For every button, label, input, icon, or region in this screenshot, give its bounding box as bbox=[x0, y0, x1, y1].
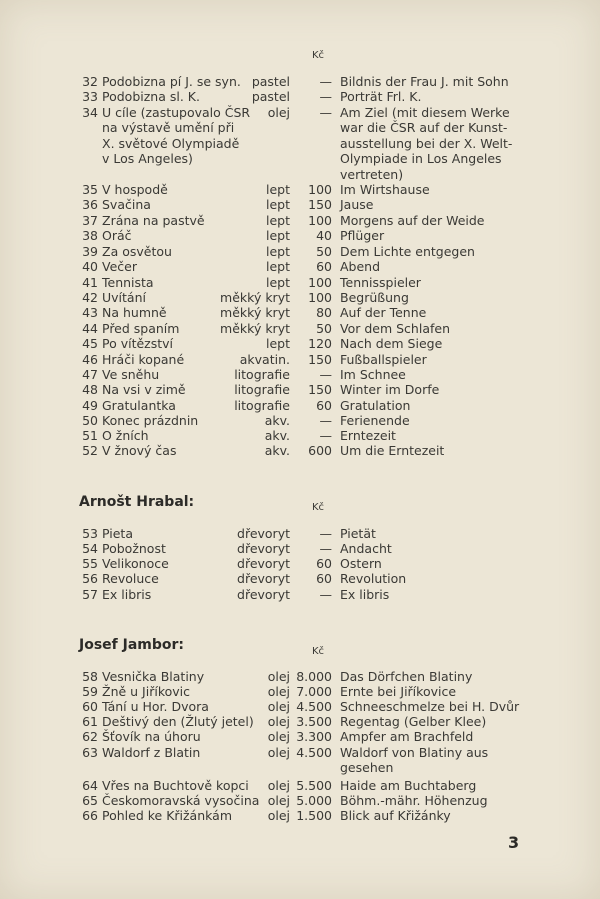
entry-technique: lept bbox=[266, 244, 290, 259]
entry-german: Ostern bbox=[340, 556, 382, 571]
entry-german: Abend bbox=[340, 259, 381, 274]
entry-num: 41 bbox=[82, 275, 98, 290]
entry-title: V hospodě bbox=[102, 182, 168, 197]
entry-price: — bbox=[319, 541, 332, 556]
entry-technique: lept bbox=[266, 336, 290, 351]
entry-price: 80 bbox=[316, 305, 332, 320]
list-item bbox=[0, 275, 600, 290]
entry-german: Um die Erntezeit bbox=[340, 443, 445, 458]
entry-num: 56 bbox=[82, 571, 98, 586]
entry-price: — bbox=[319, 428, 332, 443]
entry-price: — bbox=[319, 526, 332, 541]
list-item bbox=[0, 259, 600, 274]
entry-num: 43 bbox=[82, 305, 98, 320]
entry-german: Fußballspieler bbox=[340, 352, 427, 367]
entry-german: Olympiade in Los Angeles bbox=[340, 151, 502, 166]
entry-price: 8.000 bbox=[296, 669, 332, 684]
list-item bbox=[0, 729, 600, 744]
list-item bbox=[0, 352, 600, 367]
currency-label: Kč bbox=[312, 50, 325, 61]
entry-german: Ex libris bbox=[340, 587, 390, 602]
entry-german: Tennisspieler bbox=[340, 275, 421, 290]
entry-num: 44 bbox=[82, 321, 98, 336]
entry-german: Begrüßung bbox=[340, 290, 409, 305]
entry-title: Svačina bbox=[102, 197, 151, 212]
entry-price: 150 bbox=[308, 197, 332, 212]
entry-price: — bbox=[319, 367, 332, 382]
entry-title: Po vítězství bbox=[102, 336, 174, 351]
entry-technique: litografie bbox=[234, 367, 290, 382]
entry-price: 40 bbox=[316, 228, 332, 243]
entry-technique: olej bbox=[267, 105, 290, 120]
entry-num: 34 bbox=[82, 105, 98, 120]
entry-price: 3.500 bbox=[296, 714, 332, 729]
entry-title: Šťovík na úhoru bbox=[102, 729, 201, 744]
list-item bbox=[0, 699, 600, 714]
entry-num: 48 bbox=[82, 382, 98, 397]
entry-german: Auf der Tenne bbox=[340, 305, 427, 320]
entry-price: — bbox=[319, 89, 332, 104]
entry-num: 40 bbox=[82, 259, 98, 274]
entry-price: 4.500 bbox=[296, 745, 332, 760]
entry-num: 64 bbox=[82, 778, 98, 793]
entry-price: 50 bbox=[316, 244, 332, 259]
entry-german: gesehen bbox=[340, 760, 394, 775]
entry-title: Ve sněhu bbox=[102, 367, 160, 382]
entry-num: 59 bbox=[82, 684, 98, 699]
list-item bbox=[0, 197, 600, 212]
entry-german: Gratulation bbox=[340, 398, 411, 413]
entry-title: Vesnička Blatiny bbox=[102, 669, 205, 684]
list-item bbox=[0, 541, 600, 556]
entry-technique: lept bbox=[266, 275, 290, 290]
list-item bbox=[0, 105, 600, 120]
currency-label: Kč bbox=[312, 502, 325, 513]
list-item bbox=[0, 120, 600, 135]
entry-price: 150 bbox=[308, 382, 332, 397]
entry-german: Pflüger bbox=[340, 228, 385, 243]
entry-german: Winter im Dorfe bbox=[340, 382, 440, 397]
entry-technique: měkký kryt bbox=[220, 321, 290, 336]
entry-technique: litografie bbox=[234, 382, 290, 397]
entry-technique: akv. bbox=[264, 413, 290, 428]
entry-title: O žních bbox=[102, 428, 149, 443]
entry-title: Pieta bbox=[102, 526, 133, 541]
entry-german: Das Dörfchen Blatiny bbox=[340, 669, 473, 684]
list-item bbox=[0, 290, 600, 305]
entry-technique: lept bbox=[266, 228, 290, 243]
entry-technique: olej bbox=[267, 714, 290, 729]
entry-num: 36 bbox=[82, 197, 98, 212]
entry-title: v Los Angeles) bbox=[102, 151, 193, 166]
entry-technique: dřevoryt bbox=[237, 526, 290, 541]
list-item bbox=[0, 367, 600, 382]
list-item bbox=[0, 228, 600, 243]
page-number: 3 bbox=[508, 833, 520, 852]
entry-num: 65 bbox=[82, 793, 98, 808]
entry-title: Hráči kopané bbox=[102, 352, 185, 367]
entry-technique: olej bbox=[267, 808, 290, 823]
entry-title: U cíle (zastupovalo ČSR bbox=[102, 105, 251, 120]
entry-title: Českomoravská vysočina bbox=[102, 793, 260, 808]
list-item bbox=[0, 778, 600, 793]
entry-price: — bbox=[319, 74, 332, 89]
entry-technique: akv. bbox=[264, 428, 290, 443]
list-item bbox=[0, 587, 600, 602]
entry-technique: pastel bbox=[251, 74, 290, 89]
list-item bbox=[0, 669, 600, 684]
entry-title: Pobožnost bbox=[102, 541, 166, 556]
entry-num: 38 bbox=[82, 228, 98, 243]
entry-german: Im Schnee bbox=[340, 367, 406, 382]
entry-german: Jause bbox=[340, 197, 374, 212]
entry-price: 60 bbox=[316, 556, 332, 571]
entry-num: 57 bbox=[82, 587, 98, 602]
entry-title: Vřes na Buchtově kopci bbox=[102, 778, 249, 793]
entry-title: Konec prázdnin bbox=[102, 413, 199, 428]
list-item bbox=[0, 213, 600, 228]
entry-title: Na humně bbox=[102, 305, 167, 320]
list-item bbox=[0, 74, 600, 89]
entry-technique: pastel bbox=[251, 89, 290, 104]
entry-title: Ex libris bbox=[102, 587, 152, 602]
entry-german: Nach dem Siege bbox=[340, 336, 443, 351]
entry-german: Regentag (Gelber Klee) bbox=[340, 714, 487, 729]
entry-num: 32 bbox=[82, 74, 98, 89]
entry-price: 60 bbox=[316, 571, 332, 586]
entry-num: 53 bbox=[82, 526, 98, 541]
entry-german: Vor dem Schlafen bbox=[340, 321, 450, 336]
list-item bbox=[0, 556, 600, 571]
entry-price: 150 bbox=[308, 352, 332, 367]
entry-german: Revolution bbox=[340, 571, 407, 586]
entry-price: 120 bbox=[308, 336, 332, 351]
entry-price: — bbox=[319, 413, 332, 428]
list-item bbox=[0, 336, 600, 351]
entry-german: Schneeschmelze bei H. Dvůr bbox=[340, 699, 520, 714]
entry-german: Am Ziel (mit diesem Werke bbox=[340, 105, 510, 120]
entry-num: 47 bbox=[82, 367, 98, 382]
entry-price: 1.500 bbox=[296, 808, 332, 823]
entry-german: ausstellung bei der X. Welt- bbox=[340, 136, 513, 151]
entry-german: Haide am Buchtaberg bbox=[340, 778, 477, 793]
entry-technique: olej bbox=[267, 669, 290, 684]
entry-technique: olej bbox=[267, 778, 290, 793]
entry-price: 5.000 bbox=[296, 793, 332, 808]
list-item bbox=[0, 808, 600, 823]
entry-title: Podobizna pí J. se syn. bbox=[102, 74, 241, 89]
entry-technique: akv. bbox=[264, 443, 290, 458]
entry-german: Ampfer am Brachfeld bbox=[340, 729, 474, 744]
entry-price: 60 bbox=[316, 398, 332, 413]
entry-german: vertreten) bbox=[340, 167, 404, 182]
list-item bbox=[0, 182, 600, 197]
entry-german: Bildnis der Frau J. mit Sohn bbox=[340, 74, 509, 89]
entry-title: Tennista bbox=[102, 275, 154, 290]
entry-technique: dřevoryt bbox=[237, 587, 290, 602]
entry-num: 45 bbox=[82, 336, 98, 351]
entry-technique: měkký kryt bbox=[220, 305, 290, 320]
entry-title: Velikonoce bbox=[102, 556, 169, 571]
entry-num: 46 bbox=[82, 352, 98, 367]
entry-price: 100 bbox=[308, 290, 332, 305]
entry-title: Oráč bbox=[102, 228, 132, 243]
entry-price: 100 bbox=[308, 213, 332, 228]
list-item bbox=[0, 321, 600, 336]
entry-num: 50 bbox=[82, 413, 98, 428]
entry-price: 50 bbox=[316, 321, 332, 336]
entry-title: Večer bbox=[102, 259, 137, 274]
entry-title: Tání u Hor. Dvora bbox=[102, 699, 209, 714]
list-item bbox=[0, 305, 600, 320]
entry-german: war die ČSR auf der Kunst- bbox=[340, 120, 508, 135]
entry-title: Uvítání bbox=[102, 290, 146, 305]
entry-technique: lept bbox=[266, 213, 290, 228]
entry-title: Revoluce bbox=[102, 571, 159, 586]
section3-heading: Josef Jambor: bbox=[79, 637, 185, 653]
entry-price: 100 bbox=[308, 182, 332, 197]
entry-num: 54 bbox=[82, 541, 98, 556]
entry-german: Waldorf von Blatiny aus bbox=[340, 745, 489, 760]
entry-num: 37 bbox=[82, 213, 98, 228]
entry-technique: olej bbox=[267, 793, 290, 808]
list-item bbox=[0, 398, 600, 413]
entry-german: Böhm.-mähr. Höhenzug bbox=[340, 793, 488, 808]
entry-title: Pohled ke Křižánkám bbox=[102, 808, 232, 823]
entry-technique: olej bbox=[267, 699, 290, 714]
entry-title: X. světové Olympiadě bbox=[102, 136, 240, 151]
entry-technique: dřevoryt bbox=[237, 571, 290, 586]
entry-num: 49 bbox=[82, 398, 98, 413]
list-item bbox=[0, 745, 600, 760]
entry-title: Deštivý den (Žlutý jetel) bbox=[102, 714, 254, 729]
entry-title: Žně u Jiříkovic bbox=[102, 684, 191, 699]
list-item bbox=[0, 413, 600, 428]
entry-german: Ernte bei Jiříkovice bbox=[340, 684, 457, 699]
entry-technique: olej bbox=[267, 684, 290, 699]
entry-title: Na vsi v zimě bbox=[102, 382, 186, 397]
entry-price: — bbox=[319, 587, 332, 602]
entry-technique: dřevoryt bbox=[237, 556, 290, 571]
entry-num: 55 bbox=[82, 556, 98, 571]
entry-technique: akvatin. bbox=[239, 352, 290, 367]
entry-price: 100 bbox=[308, 275, 332, 290]
section2-heading: Arnošt Hrabal: bbox=[79, 494, 195, 510]
list-item bbox=[0, 714, 600, 729]
list-item bbox=[0, 443, 600, 458]
entry-num: 58 bbox=[82, 669, 98, 684]
entry-german: Andacht bbox=[340, 541, 392, 556]
entry-title: Podobizna sl. K. bbox=[102, 89, 200, 104]
entry-num: 62 bbox=[82, 729, 98, 744]
entry-title: na výstavě umění při bbox=[102, 120, 235, 135]
entry-title: V žnový čas bbox=[102, 443, 177, 458]
entry-num: 61 bbox=[82, 714, 98, 729]
entry-num: 52 bbox=[82, 443, 98, 458]
entry-german: Ferienende bbox=[340, 413, 410, 428]
entry-technique: lept bbox=[266, 259, 290, 274]
entry-num: 42 bbox=[82, 290, 98, 305]
entry-technique: litografie bbox=[234, 398, 290, 413]
entry-german: Erntezeit bbox=[340, 428, 396, 443]
entry-technique: olej bbox=[267, 729, 290, 744]
entry-price: — bbox=[319, 105, 332, 120]
entry-price: 3.300 bbox=[296, 729, 332, 744]
list-item bbox=[0, 684, 600, 699]
entry-num: 39 bbox=[82, 244, 98, 259]
entry-technique: olej bbox=[267, 745, 290, 760]
list-item bbox=[0, 526, 600, 541]
list-item bbox=[0, 571, 600, 586]
entry-num: 33 bbox=[82, 89, 98, 104]
entry-german: Pietät bbox=[340, 526, 376, 541]
entry-num: 35 bbox=[82, 182, 98, 197]
entry-title: Před spaním bbox=[102, 321, 180, 336]
list-item bbox=[0, 136, 600, 151]
entry-price: 5.500 bbox=[296, 778, 332, 793]
entry-title: Za osvětou bbox=[102, 244, 172, 259]
entry-title: Zrána na pastvě bbox=[102, 213, 205, 228]
entry-price: 600 bbox=[308, 443, 332, 458]
entry-german: Blick auf Křižánky bbox=[340, 808, 451, 823]
entry-german: Im Wirtshause bbox=[340, 182, 430, 197]
entry-price: 60 bbox=[316, 259, 332, 274]
entry-title: Waldorf z Blatin bbox=[102, 745, 201, 760]
list-item bbox=[0, 428, 600, 443]
entry-num: 60 bbox=[82, 699, 98, 714]
entry-num: 63 bbox=[82, 745, 98, 760]
currency-label: Kč bbox=[312, 646, 325, 657]
entry-title: Gratulantka bbox=[102, 398, 176, 413]
entry-technique: lept bbox=[266, 197, 290, 212]
list-item bbox=[0, 167, 600, 182]
entry-technique: měkký kryt bbox=[220, 290, 290, 305]
entry-num: 66 bbox=[82, 808, 98, 823]
list-item bbox=[0, 244, 600, 259]
list-item bbox=[0, 151, 600, 166]
entry-price: 4.500 bbox=[296, 699, 332, 714]
list-item bbox=[0, 382, 600, 397]
entry-german: Dem Lichte entgegen bbox=[340, 244, 475, 259]
entry-technique: dřevoryt bbox=[237, 541, 290, 556]
entry-technique: lept bbox=[266, 182, 290, 197]
entry-price: 7.000 bbox=[296, 684, 332, 699]
list-item bbox=[0, 793, 600, 808]
entry-num: 51 bbox=[82, 428, 98, 443]
list-item bbox=[0, 760, 600, 775]
entry-german: Morgens auf der Weide bbox=[340, 213, 485, 228]
list-item bbox=[0, 89, 600, 104]
entry-german: Porträt Frl. K. bbox=[340, 89, 422, 104]
